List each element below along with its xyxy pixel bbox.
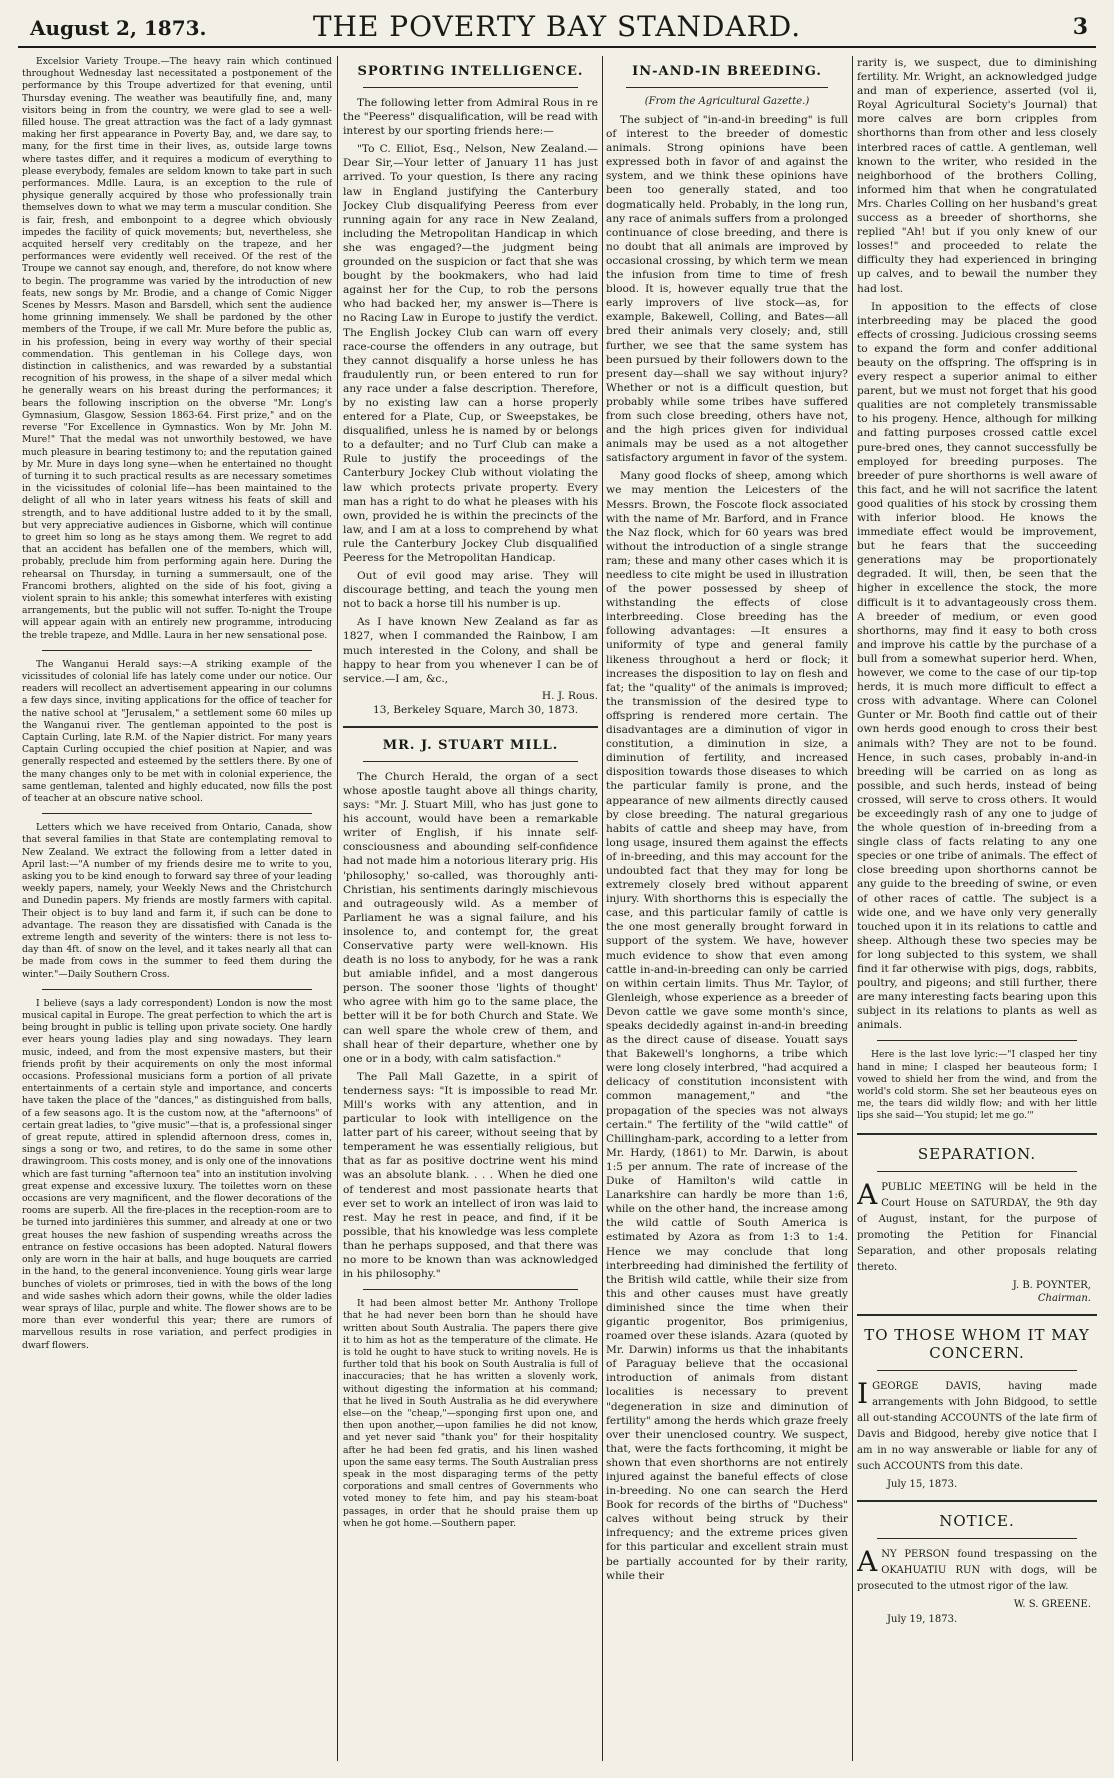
masthead xyxy=(18,8,1096,48)
notice-heading: NOTICE. xyxy=(939,1511,1015,1530)
sporting-signature: H. J. Rous. xyxy=(541,689,598,702)
drop-cap: A xyxy=(857,1177,878,1211)
mill-paragraph: The Pall Mall Gazette, in a spirit of tenderness says: "It is impossible to read Mr. Mill's works with any attention, and in particular to look with intelligence on the latter part of his career, without seeing that by temperament he was essentially religious, but that as far as positive doctrine went his mind was an absolute blank. . . . When he died one of tenderest and most passionate hearts that ever set to work an intellect of iron was laid to rest. May he rest in peace, and find, if it be possible, that his knowledge was less complete than he perhaps supposed, and that there was no more to be known than was acknowledged in his philosophy." xyxy=(343,1070,598,1281)
article-london-music: I believe (says a lady correspondent) London is now the most musical capital in Europe. The great perfection to which the art is being brought in public is telling upon private society. One hardly ever hears young ladies play and sing nowadays. They learn music, indeed, and from the most expensive masters, but their friends profit by their acquirements on only the most informal occasions. Professional musicians form a portion of all private entertainments of a certain style and importance, and concerts have taken the place of the "dances," as distinguished from balls, of a few seasons ago. It is the custom now, at the "afternoons" of certain great ladies, to "give music"—that is, a professional singer of great repute, attired in splendid afternoon dress, comes in, sings a song or two, and retires, to do the same in some other drawingroom. This costs money, and is only one of the innovations which are fast turning "afternoon tea" into an institution involving great expense and excessive luxury. The toilettes worn on these occasions are very magnificent, and the flower decorations of the rooms are superb. All the fire-places in the reception-room are to be turned into jardinières this summer, and already at one or two great houses the new fashion of suspending wreaths across the entrance on festive occasions has been adopted. Natural flowers only are worn in the hair at balls, and huge bouquets are carried in the hand, to the general inconvenience. Young girls wear large bunches of violets or primroses, tied in with the bows of the long and wide sashes which adorn their gowns, while the older ladies wear sprays of lilac, purple and white. The flower shows are to be more than ever wonderful this year; there are rumors of marvellous results in rose variation, and perfect prodigies in dwarf flowers. xyxy=(22,997,332,1351)
issue-date: August 2, 1873. xyxy=(30,16,207,40)
mill-paragraph: The Church Herald, the organ of a sect whose apostle taught above all things charity, says: "Mr. J. Stuart Mill, who has just gone to his account, would have been a remarkable writer of English, if his innate self-consciousness and abounding self-confidence had not made him a notorious literary prig. His 'philosophy,' so-called, was thoroughly anti-Christian, his sentiments daringly mischievous and outrageously wild. As a member of Parliament he was a signal failure, and his insolence to, and contempt for, the great Conservative party were well-known. His death is no loss to anybody, for he was a rank but amiable infidel, and a most dangerous person. The sooner those 'lights of thought' who agree with him go to the same place, the better will it be for both Church and State. We can well spare the whole crew of them, and shall hear of their departure, whether one by one or in a body, with calm satisfaction." xyxy=(343,770,598,1065)
drop-cap: A xyxy=(857,1544,878,1578)
notice-body xyxy=(857,1544,1097,1595)
heading-rule xyxy=(363,87,578,88)
article-love-lyric: Here is the last love lyric:—"I clasped her tiny hand in mine; I clasped her beauteous form; I vowed to shield her from the wind, and from the world's cold storm. She set her beauteous eyes on me, the tears did wildly flow; and with her little lips she said—'You stupid; let me go.'" xyxy=(857,1049,1097,1122)
column-rule xyxy=(602,56,603,1761)
sporting-paragraph: Out of evil good may arise. They will discourage betting, and teach the young men not to back a horse till his number is up. xyxy=(343,570,598,611)
heading-rule xyxy=(363,761,578,762)
advert-concern xyxy=(857,1326,1097,1490)
concern-heading: TO THOSE WHOM IT MAY CONCERN. xyxy=(864,1325,1090,1362)
sporting-paragraph: As I have known New Zealand as far as 1827, when I commanded the Rainbow, I am much interested in the Colony, and shall be happy to hear from you whenever I can be of service.—I am, &c., xyxy=(343,616,598,685)
heading-rule xyxy=(877,1538,1077,1539)
heading-rule xyxy=(626,87,828,88)
advert-divider xyxy=(857,1133,1097,1135)
article-divider xyxy=(363,1289,578,1290)
article-divider xyxy=(42,813,312,814)
advert-notice xyxy=(857,1512,1097,1625)
heading-mill: MR. J. STUART MILL. xyxy=(382,737,559,753)
breeding-paragraph: Many good flocks of sheep, among which we may mention the Leicesters of the Messrs. Brown, the Foscote flock associated with the name of Mr. Barford, and in France the Naz flock, which for 60 years was bred without the introduction of a single strange ram; these and many other cases which it is needless to cite might be used in illustration of the power possessed by sheep of withstanding the effects of close interbreeding. Close breeding has the following advantages: —It ensures a uniformity of type and general family likeness throughout a herd or flock; it increases the disposition to lay on flesh and fat; the "quality" of the animals is improved; the transmission of the desired type to offspring is rendered more certain. The disadvantages are a diminution of vigor in constitution, a diminution in size, a diminution of fertility, and increased disposition towards those diseases to which the particular family is prone, and the appearance of new ailments directly caused by close breeding. The natural gregarious habits of cattle and sheep may have, from long usage, insured them against the effects of in-breeding, and this may account for the undoubted fact that they may for long be extremely closely bred without apparent injury. With shorthorns this is especially the case, and this particular family of cattle is the one most generally brought forward in support of the system. We have, however much evidence to show that even among cattle in-and-in-breeding can only be carried on within certain limits. Thus Mr. Taylor, of Glenleigh, whose experience as a breeder of Devon cattle we gave some month's since, speaks decidedly against in-and-in breeding as the direct cause of disease. Youatt says that Bakewell's longhorns, a tribe which were long closely interbred, "had acquired a delicacy of constitution inconsistent with common management," and "the propagation of the species was not always certain." The fertility of the "wild cattle" of Chillingham-park, according to a letter from Mr. Hardy, (1861) to Mr. Darwin, is about 1:5 per annum. The rate of increase of the Duke of Hamilton's wild cattle in Lanarkshire can hardly be more than 1:6, while on the other hand, the increase among the wild cattle of South America is estimated by Azora as from 1:3 to 1:4. Hence we may conclude that long interbreeding had diminished the fertility of the British wild cattle, while their size from this and other causes must have greatly diminished since the time when their gigantic progenitor, Bos primigenius, roamed over these islands. Azara (quoted by Mr. Darwin) informs us that the inhabitants of Paraguay believe that the occasional introduction of animals from distant localities is necessary to prevent "degeneration in size and diminution of fertility" among the herds which graze freely over their unenclosed country. We suspect, that, were the facts forthcoming, it might be shown that even shorthorns are not entirely injured against the baneful effects of close in-breeding. No one can search the Herd Book for records of the births of "Duchess" calves without being struck by their infrequency; and the extreme prices given for this particular and excellent strain must be partially accounted for by their rarity, while their xyxy=(606,470,848,1582)
notice-signature: W. S. GREENE. xyxy=(1013,1598,1091,1610)
advert-divider xyxy=(857,1500,1097,1502)
article-divider xyxy=(343,726,598,728)
page-number: 3 xyxy=(1072,14,1088,40)
article-wanganui-herald: The Wanganui Herald says:—A striking example of the vicissitudes of colonial life has lately come under our notice. Our readers will recollect an advertisement appearing in our columns a few days since, inviting applications for the office of teacher for the native school at "Jerusalem," a settlement some 60 miles up the Wanganui river. The gentleman appointed to the post is Captain Curling, late R.M. of the Napier district. For many years Captain Curling occupied the chief position at Napier, and was generally respected and esteemed by the settlers there. By one of the many changes only to be met with in colonial experience, the same gentleman, talented and highly educated, now fills the post of teacher at an obscure native school. xyxy=(22,658,332,804)
separation-heading: SEPARATION. xyxy=(917,1144,1037,1163)
sporting-paragraph: "To C. Elliot, Esq., Nelson, New Zealand.—Dear Sir,—Your letter of January 11 has just arrived. To your question, Is there any racing law in England justifying the Canterbury Jockey Club disqualifying Peeress from ever running again for any race in New Zealand, including the Metropolitan Handicap in which she was engaged?—the judgment being grounded on the suspicion or fact that she was bought by the bookmakers, who had laid against her for the Cup, to rob the persons who had backed her, my answer is—There is no Racing Law in Europe to justify the verdict. The English Jockey Club can warn off every race-course the offenders in any outrage, but they cannot disqualify a horse unless he has fraudulently run, or been entered to run for any race under a false description. Therefore, by no existing law can a horse properly entered for a Plate, Cup, or Sweepstakes, be disqualified, unless he is named by or belongs to a defaulter; and no Turf Club can make a Rule to justify the proceedings of the Canterbury Jockey Club without violating the law which protects private property. Every man has a right to do what he pleases with his own, provided he is within the precincts of the law, and I am at a loss to comprehend by what rule the Canterbury Jockey Club disqualified Peeress for the Metropolitan Handicap. xyxy=(343,143,598,564)
column-rule xyxy=(852,56,853,1761)
concern-body xyxy=(857,1376,1097,1475)
separation-role: Chairman. xyxy=(1037,1292,1091,1304)
separation-text: PUBLIC MEETING will be held in the Court House on SATURDAY, the 9th day of August, instant, for the purpose of promoting the Petition for Financial Separation, and other proposals relating thereto. xyxy=(857,1181,1097,1273)
heading-breeding: IN-AND-IN BREEDING. xyxy=(632,64,822,79)
article-divider xyxy=(42,989,312,990)
notice-text: NY PERSON found trespassing on the OKAHUATIU RUN with dogs, will be prosecuted to the utmost rigor of the law. xyxy=(857,1548,1097,1592)
advert-separation xyxy=(857,1145,1097,1304)
newspaper-title: THE POVERTY BAY STANDARD. xyxy=(312,10,802,43)
sporting-address: 13, Berkeley Square, March 30, 1873. xyxy=(373,703,579,716)
breeding-source: (From the Agricultural Gazette.) xyxy=(644,96,810,107)
article-divider xyxy=(42,650,312,651)
notice-date: July 19, 1873. xyxy=(887,1613,958,1625)
column-3 xyxy=(606,56,848,1756)
article-ontario-letters: Letters which we have received from Ontario, Canada, show that several families in that State are contemplating removal to New Zealand. We extract the following from a letter dated in April last:—"A number of my friends desire me to write to you, asking you to be kind enough to forward say three of your leading weekly papers, namely, your Weekly News and the Christchurch and Dunedin papers. My friends are mostly farmers with capital. Their object is to buy land and farm it, if such can be done to advantage. The reason they are dissatisfied with Canada is the extreme length and severity of the winters: there is not less to-day than 4ft. of snow on the level, and it takes nearly all that can be made from cows in the summer to feed them during the winter."—Daily Southern Cross. xyxy=(22,822,332,980)
article-trollope: It had been almost better Mr. Anthony Trollope that he had never been born than he should have written about South Australia. The papers there give it to him as hot as the temperature of the climate. He is told he ought to have stuck to writing novels. He is further told that his book on South Australia is full of inaccuracies; that he has written a slovenly work, without digesting the information at his command; that he lived in South Australia as he did everywhere else—on the "cheap,"—sponging first upon one, and then upon another,—upon families he did not know, and yet never said "thank you" for their hospitality after he had been fed gratis, and his linen washed upon the same easy terms. The South Australian press speak in the most disparaging terms of the petty corporations and small centres of Governments who voted money to fete him, and pay his steam-boat passages, in order that he should praise them up when he got home.—Southern paper. xyxy=(343,1298,598,1529)
article-divider xyxy=(877,1040,1077,1041)
column-rule xyxy=(337,56,338,1761)
sporting-paragraph: The following letter from Admiral Rous in re the "Peeress" disqualification, will be read with interest by our sporting friends here:— xyxy=(343,97,598,138)
drop-cap: I xyxy=(857,1376,869,1410)
column-1 xyxy=(22,56,332,1756)
separation-body xyxy=(857,1177,1097,1276)
heading-sporting: SPORTING INTELLIGENCE. xyxy=(357,64,584,79)
concern-text: GEORGE DAVIS, having made arrangements with John Bidgood, to settle all out-standing ACCOUNTS of the late firm of Davis and Bidgood, hereby give notice that I am in no way answerable or liable for any of such ACCOUNTS from this date. xyxy=(857,1380,1097,1472)
advert-divider xyxy=(857,1314,1097,1316)
column-2 xyxy=(343,56,598,1756)
breeding-continued: rarity is, we suspect, due to diminishing fertility. Mr. Wright, an acknowledged judge and man of experience, asserted (vol ii, Royal Agricultural Society's Journal) that more calves are born cripples from shorthorns than from other and less closely interbred races of cattle. A gentleman, well known to the writer, who resided in the neighborhood of the brothers Colling, informed him that when he congratulated Mrs. Charles Colling on her husband's great success as a breeder of shorthorns, she replied "Ah! but if you only knew of our losses!" and proceeded to relate the difficulty they had experienced in bringing up calves, and to bewail the number they had lost. xyxy=(857,57,1097,295)
breeding-paragraph: The subject of "in-and-in breeding" is full of interest to the breeder of domestic animals. Strong opinions have been expressed both in favor of and against the system, and we think these opinions have been too generally stated, and too dogmatically held. Probably, in the long run, any race of animals suffers from a prolonged continuance of close breeding, and there is no doubt that all animals are improved by occasional crossing, by which term we mean the infusion from time to time of fresh blood. It is, however equally true that the early improvers of live stock—as, for example, Bakewell, Colling, and Bates—all bred their animals very closely; and, still further, we see that the same system has been pursued by their followers down to the present day—shall we say without injury? Whether or not is a difficult question, but probably while some tribes have suffered from such close breeding, others have not, and the high prices given for individual animals may be used as a not altogether satisfactory argument in favor of the system. xyxy=(606,114,848,465)
column-4 xyxy=(857,56,1097,1756)
separation-signature: J. B. POYNTER, xyxy=(1012,1279,1091,1291)
article-variety-troupe: Excelsior Variety Troupe.—The heavy rain which continued throughout Wednesday last necessitated a postponement of the performance by this Troupe advertized for that evening, until Thursday evening. The weather was beautifully fine, and, many visitors being in from the country, we were glad to see a well-filled house. The great attraction was the fact of a lady gymnast making her first appearance in Poverty Bay, and, we dare say, to many, for the first time in their lives, as, outside large towns where tastes differ, and it requires a modicum of everything to please everybody, females are seldom known to take part in such performances. Mdlle. Laura, is an exception to the rule of physique generally acquired by those who professionally train themselves down to what we may term a muscular condition. She is fair, fresh, and embonpoint to a degree which obviously impedes the facility of quick movements; but, nevertheless, she acquited herself very creditably on the trapeze, and her performances were evidently well received. Of the rest of the Troupe we cannot say enough, and, therefore, do not know where to begin. The programme was varied by the introduction of new feats, new songs by Mr. Brodie, and a change of Comic Nigger Scenes by Messrs. Mason and Barsdell, which sent the audience home grinning immensely. We shall be pardoned by the other members of the Troupe, if we call Mr. Mure before the public as, in his profession, being in every way worthy of their special commendation. This gentleman in his College days, won distinction in calisthenics, and was rewarded by a substantial recognition of his prowess, in the shape of a silver medal which he generally wears on his breast during the performances; it bears the following inscription on the obverse "Mr. Long's Gymnasium, Glasgow, Session 1863-64. First prize," and on the reverse "For Excellence in Gymnastics. Won by Mr. John M. Mure!" That the medal was not unworthily bestowed, we have much pleasure in bearing testimony to; and the reputation gained by Mr. Mure in days long syne—when he entertained no thought of turning it to such practical results as are necessary sometimes in the vicissitudes of colonial life—has been maintained to the delight of all who in later years witness his feats of skill and strength, and to have additional lustre added to it by the small, but very appreciative audiences in Gisborne, which will continue to greet him so long as he stays among them. We regret to add that an accident has befallen one of the members, which will, probably, preclude him from performing again here. During the rehearsal on Thursday, in turning a summersault, one of the Francomi brothers, alighted on the side of his foot, giving a violent sprain to his ankle; this somewhat interferes with existing arrangements, but the public will not suffer. To-night the Troupe will appear again with an entirely new programme, introducing the treble trapeze, and Mdlle. Laura in her new sensational pose. xyxy=(22,56,332,641)
breeding-continued: In apposition to the effects of close interbreeding may be placed the good effects of crossing. Judicious crossing seems to expand the form and confer additional beauty on the offspring. The offspring is in every respect a superior animal to either parent, but we must not forget that his good qualities are not completely transmissable to his progeny. Hence, although for milking and fatting purposes crossed cattle excel pure-bred ones, they cannot successfully be employed for breeding purposes. The breeder of pure shorthorns is well aware of this fact, and he will not sacrifice the latent good qualities of his stock by crossing them with inferior blood. He knows the immediate effect would be improvement, but he fears that the succeeding generations may be proportionately degraded. It will, then, be seen that the higher in excellence the stock, the more difficult is it to advantageously cross them. A breeder of medium, or even good shorthorns, may find it easy to both cross and improve his cattle by the purchase of a bull from a somewhat superior herd. When, however, we come to the case of our tip-top herds, it is much more difficult to effect a cross with advantage. Where can Colonel Gunter or Mr. Booth find cattle out of their own herds good enough to cross their best animals with? They are not to be found. Hence, in such cases, probably in-and-in breeding will be carried on as long as possible, and such herds, instead of being crossed, will serve to cross others. It would be exceedingly rash of any one to judge of the whole question of in-breeding from a single class of facts relating to any one species or one tribe of animals. The effect of close breeding upon shorthorns cannot be any guide to the breeding of swine, or even of other races of cattle. The subject is a wide one, and we have only very generally touched upon it in its relations to cattle and sheep. Although these two species may be for long subjected to this system, we shall find it far otherwise with pigs, dogs, rabbits, poultry, and pigeons; and still further, there are many interesting facts bearing upon this subject in its relations to plants as well as animals. xyxy=(857,300,1097,1032)
concern-date: July 15, 1873. xyxy=(887,1478,958,1490)
heading-rule xyxy=(877,1370,1077,1371)
heading-rule xyxy=(877,1171,1077,1172)
